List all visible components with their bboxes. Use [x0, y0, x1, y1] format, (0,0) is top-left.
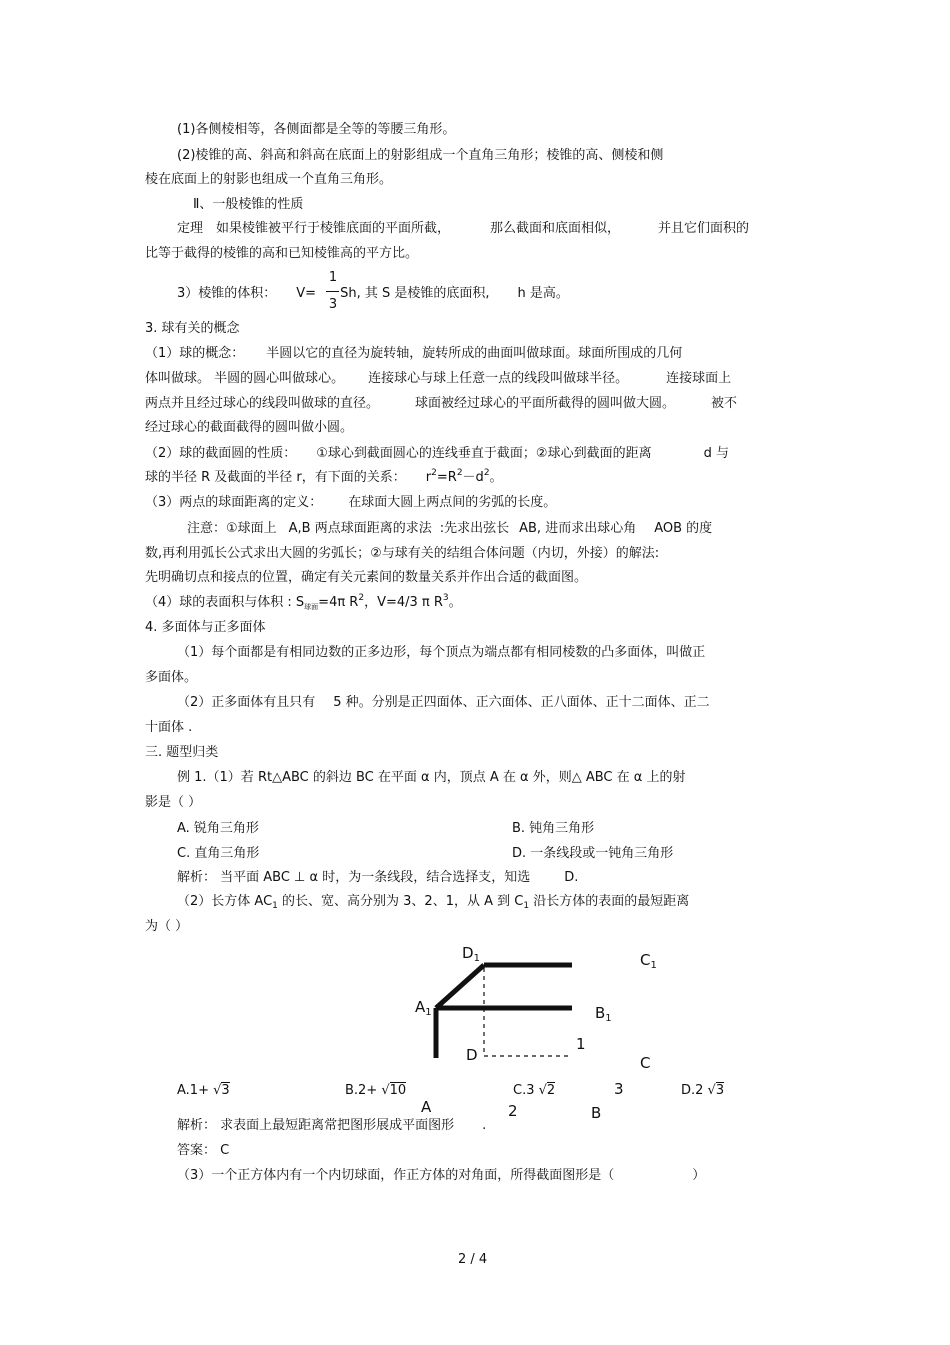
exponent: 2 [456, 468, 463, 478]
label-d: D [466, 1046, 478, 1064]
text-line [177, 221, 749, 237]
answer-a [177, 1083, 230, 1099]
sqrt-icon: √ [707, 1083, 716, 1098]
text-span: 解析： 当平面 ABC ⊥ α 时，为一条线段，结合选择支，知选 [177, 870, 531, 885]
answer-d [681, 1083, 724, 1099]
text-line [177, 695, 710, 711]
answer-b [345, 1083, 406, 1099]
text-line: 多面体。 [145, 670, 198, 685]
text-span: 在球面大圆上两点间的劣弧的长度。 [348, 495, 557, 510]
exponent: 2 [483, 468, 490, 478]
answer-text: 答案： C [177, 1143, 230, 1158]
text-line: 数,再利用弧长公式求出大圆的劣弧长；②与球有关的结组合体问题（内切，外接）的解法: [145, 546, 660, 561]
exponent: 3 [442, 593, 449, 603]
text-span: r [425, 470, 432, 485]
radicand: 3 [715, 1083, 725, 1098]
section-heading: 3. 球有关的概念 [145, 321, 240, 336]
text-line: 棱在底面上的射影也组成一个直角三角形。 [145, 172, 393, 187]
label-three: 3 [614, 1080, 624, 1098]
text-span: =R [436, 470, 457, 485]
option-d: D. 一条线段或一钝角三角形 [512, 846, 674, 861]
text-span: =4π R [318, 595, 359, 610]
radicand: 10 [389, 1083, 407, 1098]
text-span: （2）长方体 AC [177, 894, 273, 909]
text-line [145, 470, 503, 486]
text-span: 球面被经过球心的平面所截得的圆叫做大圆。 [415, 396, 676, 411]
analysis-text [177, 870, 578, 886]
text-line: 经过球心的截面截得的圆叫做小圆。 [145, 420, 354, 435]
text-span: （3）一个正方体内有一个内切球面，作正方体的对角面，所得截面图形是（ [177, 1168, 615, 1183]
text-span: D.2 [681, 1083, 708, 1098]
option-c: C. 直角三角形 [177, 846, 260, 861]
subscript: 球面 [304, 603, 319, 611]
exponent: 2 [358, 593, 365, 603]
label-d1: $D_1$ [462, 944, 480, 964]
text-span: （2）正多面体有且只有 [177, 695, 316, 710]
exponent: 2 [431, 468, 437, 478]
question-text: 例 1.（1）若 Rt△ABC 的斜边 BC 在平面 α 内，顶点 A 在 α 外，则△ ABC 在 α 上的射 [177, 770, 686, 785]
text-line [145, 595, 462, 611]
text-span: D. [564, 870, 579, 885]
text-line: 十面体 . [145, 720, 193, 735]
formula-line [177, 286, 569, 302]
text-span: 。 [489, 470, 503, 485]
section-heading: 三. 题型归类 [145, 745, 219, 760]
text-line [145, 396, 737, 412]
text-span: d 与 [703, 446, 729, 461]
text-span: ，V=4/3 π R [364, 595, 443, 610]
label-c1: $C_1$ [640, 951, 657, 971]
text-span: （3）两点的球面距离的定义： [145, 495, 323, 510]
fraction-numerator: 1 [328, 270, 338, 285]
text-span: 。 [448, 595, 462, 610]
text-line [145, 495, 556, 511]
text-span: AB, 进而求出球心角 [519, 521, 637, 536]
label-c: C [640, 1054, 651, 1072]
text-span: h 是高。 [517, 286, 569, 301]
label-a: A [421, 1098, 432, 1116]
fraction-bar [326, 291, 339, 292]
text-line [145, 371, 731, 387]
text-span: C.3 [513, 1083, 539, 1098]
label-b: B [591, 1104, 602, 1122]
text-line: （1）每个面都是有相同边数的正多边形，每个顶点为端点都有相同棱数的凸多面体，叫做正 [177, 645, 706, 660]
text-span: 并且它们面积的 [658, 221, 750, 236]
question-text [177, 1168, 705, 1184]
text-line [145, 346, 682, 362]
text-line: 先明确切点和接点的位置，确定有关元素间的数量关系并作出合适的截面图。 [145, 570, 588, 585]
text-span: （2）球的截面圆的性质： [145, 446, 297, 461]
option-b: B. 钝角三角形 [512, 821, 595, 836]
text-span: （1）球的概念： [145, 346, 245, 361]
text-span: 3）棱锥的体积： [177, 286, 277, 301]
question-text: 为（ ） [145, 919, 189, 934]
text-line [187, 521, 712, 537]
text-span: V= [296, 286, 317, 301]
sqrt-icon: √ [213, 1083, 222, 1098]
text-span: B.2+ [345, 1083, 382, 1098]
text-span: 沿长方体的表面的最短距离 [529, 894, 690, 909]
text-span: :先求出弦长 [439, 521, 510, 536]
text-line: (1)各侧棱相等，各侧面都是全等的等腰三角形。 [177, 122, 456, 137]
text-span: 定理 如果棱锥被平行于棱锥底面的平面所截， [177, 221, 451, 236]
text-span: 两点并且经过球心的线段叫做球的直径。 [145, 396, 380, 411]
text-span: －d [462, 470, 484, 485]
subscript: 1 [272, 901, 278, 911]
section-heading: 4. 多面体与正多面体 [145, 620, 266, 635]
question-text [177, 894, 689, 910]
text-span: 的长、宽、高分别为 3、2、1，从 A 到 C [277, 894, 524, 909]
fraction-denominator: 3 [328, 297, 338, 312]
section-heading: Ⅱ、一般棱锥的性质 [193, 197, 304, 212]
text-span: 解析： 求表面上最短距离常把图形展成平面图形 [177, 1118, 455, 1133]
text-span: 5 种。分别是正四面体、正六面体、正八面体、正十二面体、正二 [333, 695, 710, 710]
text-line: (2)棱锥的高、斜高和斜高在底面上的射影组成一个直角三角形；棱锥的高、侧棱和侧 [177, 148, 664, 163]
text-span: 连接球面上 [666, 371, 732, 386]
text-line: 比等于截得的棱锥的高和已知棱锥高的平方比。 [145, 246, 419, 261]
answer-c [513, 1083, 555, 1099]
text-span: A.1+ [177, 1083, 214, 1098]
sqrt-icon: √ [381, 1083, 390, 1098]
text-span: ①球心到截面圆心的连线垂直于截面；②球心到截面的距离 [316, 446, 652, 461]
label-b1: $B_1$ [595, 1004, 612, 1024]
text-span: 那么截面和底面相似， [490, 221, 621, 236]
figure-edge [436, 965, 484, 1008]
text-span: ） [692, 1168, 706, 1183]
text-span: Sh, 其 S 是棱锥的底面积, [340, 286, 490, 301]
label-a1: $A_1$ [415, 998, 432, 1018]
question-text: 影是（ ） [145, 795, 202, 810]
text-span: 半圆以它的直径为旋转轴，旋转所成的曲面叫做球面。球面所围成的几何 [266, 346, 683, 361]
text-span: 体叫做球。 半圆的圆心叫做球心。 [145, 371, 345, 386]
subscript: 1 [523, 901, 530, 911]
label-two: 2 [508, 1102, 518, 1120]
text-span: （4）球的表面积与体积 : S [145, 595, 305, 610]
page-number: 2 / 4 [458, 1252, 488, 1267]
radicand: 3 [221, 1083, 230, 1098]
radicand: 2 [546, 1083, 556, 1098]
text-span: 注意：①球面上 [187, 521, 277, 536]
analysis-text [177, 1118, 486, 1134]
option-a: A. 锐角三角形 [177, 821, 259, 836]
text-span: AOB 的度 [654, 521, 713, 536]
label-one: 1 [576, 1035, 586, 1053]
text-span: 连接球心与球上任意一点的线段叫做球半径。 [368, 371, 629, 386]
text-span: A,B 两点球面距离的求法 [288, 521, 432, 536]
text-span: 被不 [711, 396, 738, 411]
text-line [145, 446, 729, 462]
text-span: 球的半径 R 及截面的半径 r，有下面的关系： [145, 470, 406, 485]
sqrt-icon: √ [538, 1083, 547, 1098]
text-span: . [482, 1118, 487, 1133]
